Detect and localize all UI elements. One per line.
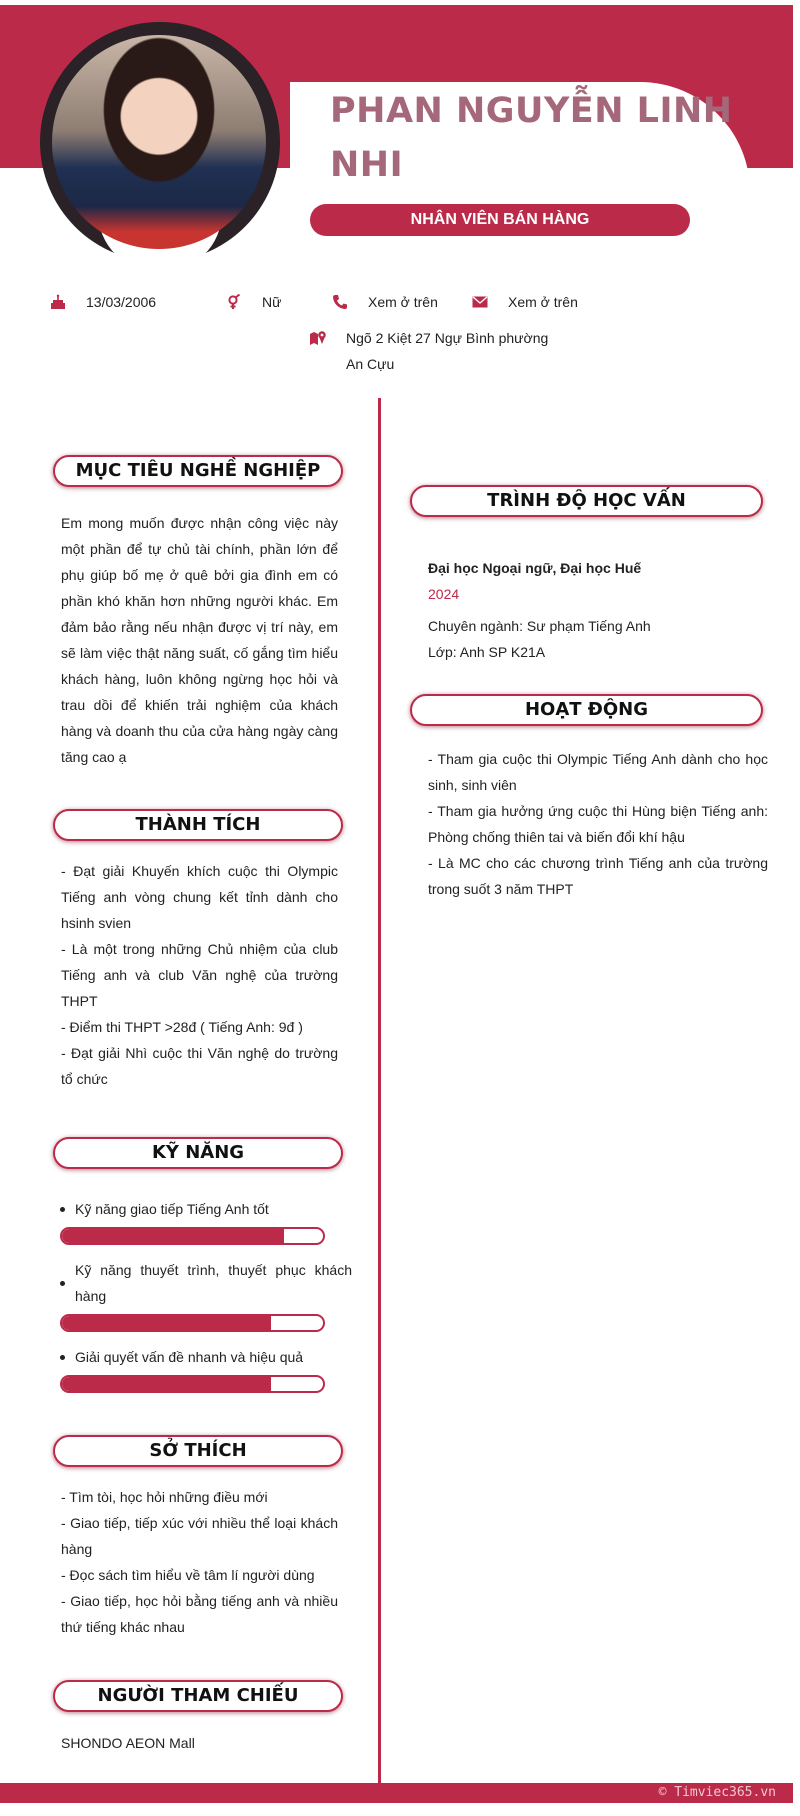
column-divider [378,398,381,1783]
references-text: SHONDO AEON Mall [61,1735,195,1751]
skill-level-fill [62,1229,284,1243]
skill-item [60,1257,352,1309]
list-item: - Đạt giải Khuyến khích cuộc thi Olympic Tiếng anh vòng chung kết tỉnh dành cho hsinh svien [61,863,338,931]
map-pin-icon [308,330,328,346]
contact-phone [330,294,438,315]
contact-address [308,330,558,377]
skill-item [60,1196,352,1222]
hobbies-heading: SỞ THÍCH [53,1435,343,1467]
candidate-name: PHAN NGUYỄN LINH NHI [330,91,733,185]
skill-level-bar [60,1375,325,1393]
avatar [52,35,266,249]
bullet-icon [60,1257,75,1309]
list-item: - Là MC cho các chương trình Tiếng anh của trường trong suốt 3 năm THPT [428,855,768,897]
list-item: - Tham gia cuộc thi Olympic Tiếng Anh dành cho học sinh, sinh viên [428,751,768,793]
education-class: Lớp: Anh SP K21A [428,644,546,660]
skill-label: Kỹ năng giao tiếp Tiếng Anh tốt [75,1201,269,1217]
bullet-icon [60,1196,75,1222]
list-item: - Đạt giải Nhì cuộc thi Văn nghệ do trường tổ chức [61,1045,338,1087]
skill-level-bar [60,1227,325,1245]
birthday-cake-icon [48,294,68,310]
phone-icon [330,294,350,310]
objective-text: Em mong muốn được nhận công việc này một phần để tự chủ tài chính, phần lớn để phụ giúp bố mẹ ở quê bởi gia đình em có phần khó khăn hơn những người khác. Em đảm bảo rằng nếu nhận được vị trí này, em sẽ làm việc thật năng suất, cố gắng tìm hiểu khách hàng, luôn không ngừng học hỏi và trau dồi để khiến trải nghiệm của khách hàng và doanh thu của cửa hàng ngày càng tăng cao ạ [61,515,338,765]
education-heading: TRÌNH ĐỘ HỌC VẤN [410,485,763,517]
education-school: Đại học Ngoại ngữ, Đại học Huế [428,560,642,576]
gender-icon [224,294,244,310]
job-title: NHÂN VIÊN BÁN HÀNG [310,204,690,236]
objective-heading: MỤC TIÊU NGHỀ NGHIỆP [53,455,343,487]
hobbies-list [61,1484,338,1640]
skill-item [60,1344,352,1370]
activities-list [428,746,768,902]
skill-level-fill [62,1377,271,1391]
phone-value: Xem ở trên [368,294,438,310]
education-year: 2024 [428,586,460,602]
skills-heading: KỸ NĂNG [53,1137,343,1169]
birthday-value: 13/03/2006 [86,294,157,310]
list-item: - Giao tiếp, học hỏi bằng tiếng anh và nhiều thứ tiếng khác nhau [61,1593,338,1635]
list-item: - Điểm thi THPT >28đ ( Tiếng Anh: 9đ ) [61,1019,303,1035]
skill-level-fill [62,1316,271,1330]
gender-value: Nữ [262,294,282,310]
list-item: - Tham gia hưởng ứng cuộc thi Hùng biện Tiếng anh: Phòng chống thiên tai và biến đổi khí hậu [428,803,768,845]
contact-gender [224,294,281,315]
skill-label: Kỹ năng thuyết trình, thuyết phục khách hàng [75,1262,352,1304]
copyright-text: © Timviec365.vn [658,1785,776,1800]
activities-heading: HOẠT ĐỘNG [410,694,763,726]
list-item: - Đọc sách tìm hiểu về tâm lí người dùng [61,1567,315,1583]
education-major: Chuyên ngành: Sư phạm Tiếng Anh [428,618,651,634]
list-item: - Tìm tòi, học hỏi những điều mới [61,1489,268,1505]
address-value: Ngõ 2 Kiệt 27 Ngự Bình phường An Cựu [346,330,549,372]
email-value: Xem ở trên [508,294,578,310]
list-item: - Giao tiếp, tiếp xúc với nhiều thể loại khách hàng [61,1515,338,1557]
skill-label: Giải quyết vấn đề nhanh và hiệu quả [75,1349,304,1365]
envelope-icon [470,294,490,310]
contact-birthday [48,294,156,315]
contact-email [470,294,578,315]
achievements-list [61,858,338,1092]
list-item: - Là một trong những Chủ nhiệm của club Tiếng anh và club Văn nghệ của trường THPT [61,941,338,1009]
skill-level-bar [60,1314,325,1332]
references-heading: NGƯỜI THAM CHIẾU [53,1680,343,1712]
bullet-icon [60,1344,75,1370]
achievements-heading: THÀNH TÍCH [53,809,343,841]
education-entry [428,555,768,665]
